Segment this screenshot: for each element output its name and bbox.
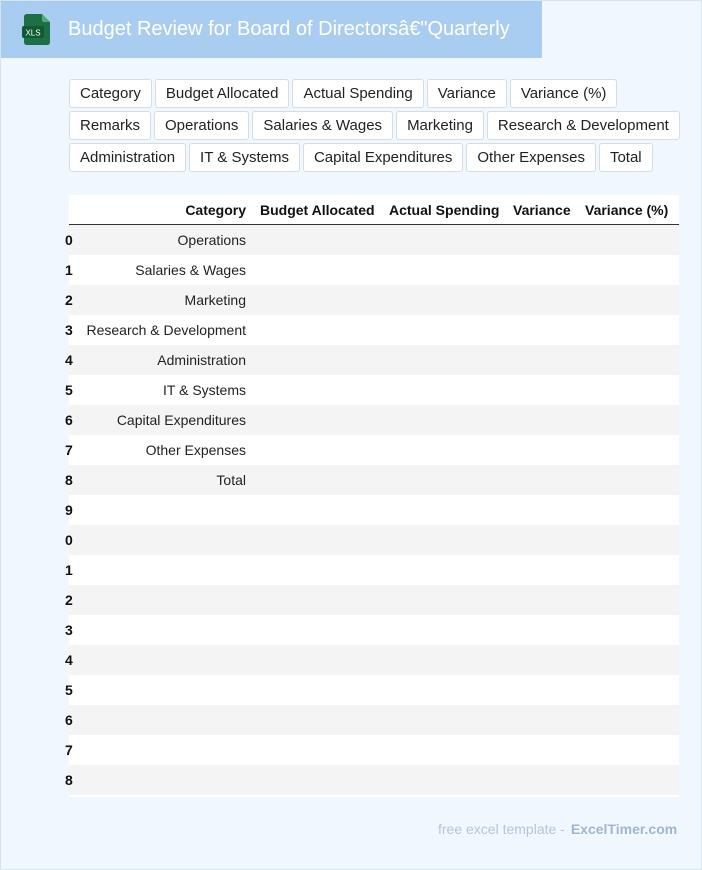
field-tag[interactable]: Marketing (396, 111, 484, 140)
row-number: 6 (65, 712, 73, 728)
row-number: 8 (65, 472, 73, 488)
table-row[interactable] (65, 465, 679, 495)
column-header-category[interactable]: Category (185, 202, 246, 218)
row-number: 0 (65, 532, 73, 548)
field-tag[interactable]: Administration (69, 143, 186, 172)
table-row[interactable] (65, 225, 679, 255)
row-number: 3 (65, 322, 73, 338)
data-table (65, 195, 679, 797)
field-tag[interactable]: IT & Systems (189, 143, 300, 172)
table-row[interactable] (65, 315, 679, 345)
excel-icon-label: XLS (25, 28, 41, 38)
table-row[interactable] (65, 615, 679, 645)
column-header-actual-spending[interactable]: Actual Spending (389, 202, 500, 218)
column-header-budget-allocated[interactable]: Budget Allocated (260, 202, 375, 218)
row-number: 1 (65, 562, 73, 578)
column-header-variance[interactable]: Variance (513, 202, 571, 218)
field-tag[interactable]: Capital Expenditures (303, 143, 463, 172)
table-row[interactable] (65, 405, 679, 435)
footer-credit (438, 821, 677, 837)
category-cell[interactable]: Administration (157, 352, 246, 368)
category-cell[interactable]: Salaries & Wages (135, 262, 246, 278)
table-row[interactable] (65, 645, 679, 675)
field-tag[interactable]: Variance (%) (510, 79, 618, 108)
footer-brand-link[interactable]: ExcelTimer.com (570, 821, 678, 837)
row-number: 5 (65, 682, 73, 698)
table-row[interactable] (65, 255, 679, 285)
page-title: Budget Review for Board of Directorsâ€"Quarterly (68, 18, 510, 40)
category-cell[interactable]: Operations (177, 232, 246, 248)
table-row[interactable] (65, 555, 679, 585)
table-row[interactable] (65, 495, 679, 525)
field-tag[interactable]: Other Expenses (466, 143, 596, 172)
table-row[interactable] (65, 585, 679, 615)
table-header-row (69, 195, 679, 225)
category-cell[interactable]: Capital Expenditures (116, 412, 246, 428)
row-number: 2 (65, 292, 73, 308)
row-number: 7 (65, 742, 73, 758)
field-tag[interactable]: Salaries & Wages (252, 111, 393, 140)
table-row[interactable] (65, 345, 679, 375)
field-tag[interactable]: Remarks (69, 111, 151, 140)
excel-file-icon (22, 14, 51, 45)
category-cell[interactable]: Other Expenses (145, 442, 246, 458)
row-number: 4 (65, 352, 73, 368)
row-number: 9 (65, 502, 73, 518)
row-number: 3 (65, 622, 73, 638)
row-number: 7 (65, 442, 73, 458)
category-cell[interactable]: Marketing (184, 292, 246, 308)
table-row[interactable] (65, 705, 679, 735)
table-row[interactable] (65, 285, 679, 315)
category-cell[interactable]: IT & Systems (163, 382, 246, 398)
field-tag[interactable]: Total (599, 143, 653, 172)
table-row[interactable] (65, 375, 679, 405)
row-number: 4 (65, 652, 73, 668)
table-row[interactable] (65, 675, 679, 705)
table-row[interactable] (65, 735, 679, 765)
field-tag[interactable]: Actual Spending (292, 79, 423, 108)
field-tag[interactable]: Research & Development (487, 111, 680, 140)
field-tags (69, 79, 699, 172)
row-number: 1 (65, 262, 73, 278)
footer-text: free excel template - (438, 821, 565, 837)
field-tag[interactable]: Category (69, 79, 152, 108)
row-number: 2 (65, 592, 73, 608)
header-bar (1, 1, 542, 58)
row-number: 0 (65, 232, 73, 248)
row-number: 6 (65, 412, 73, 428)
category-cell[interactable]: Research & Development (86, 322, 246, 338)
row-number: 5 (65, 382, 73, 398)
field-tag[interactable]: Operations (154, 111, 249, 140)
field-tag[interactable]: Variance (427, 79, 507, 108)
row-number: 8 (65, 772, 73, 788)
column-header-variance-pct[interactable]: Variance (%) (585, 202, 669, 218)
table-row[interactable] (65, 765, 679, 795)
field-tag[interactable]: Budget Allocated (155, 79, 290, 108)
table-row[interactable] (65, 435, 679, 465)
table-row[interactable] (65, 525, 679, 555)
category-cell[interactable]: Total (216, 472, 246, 488)
